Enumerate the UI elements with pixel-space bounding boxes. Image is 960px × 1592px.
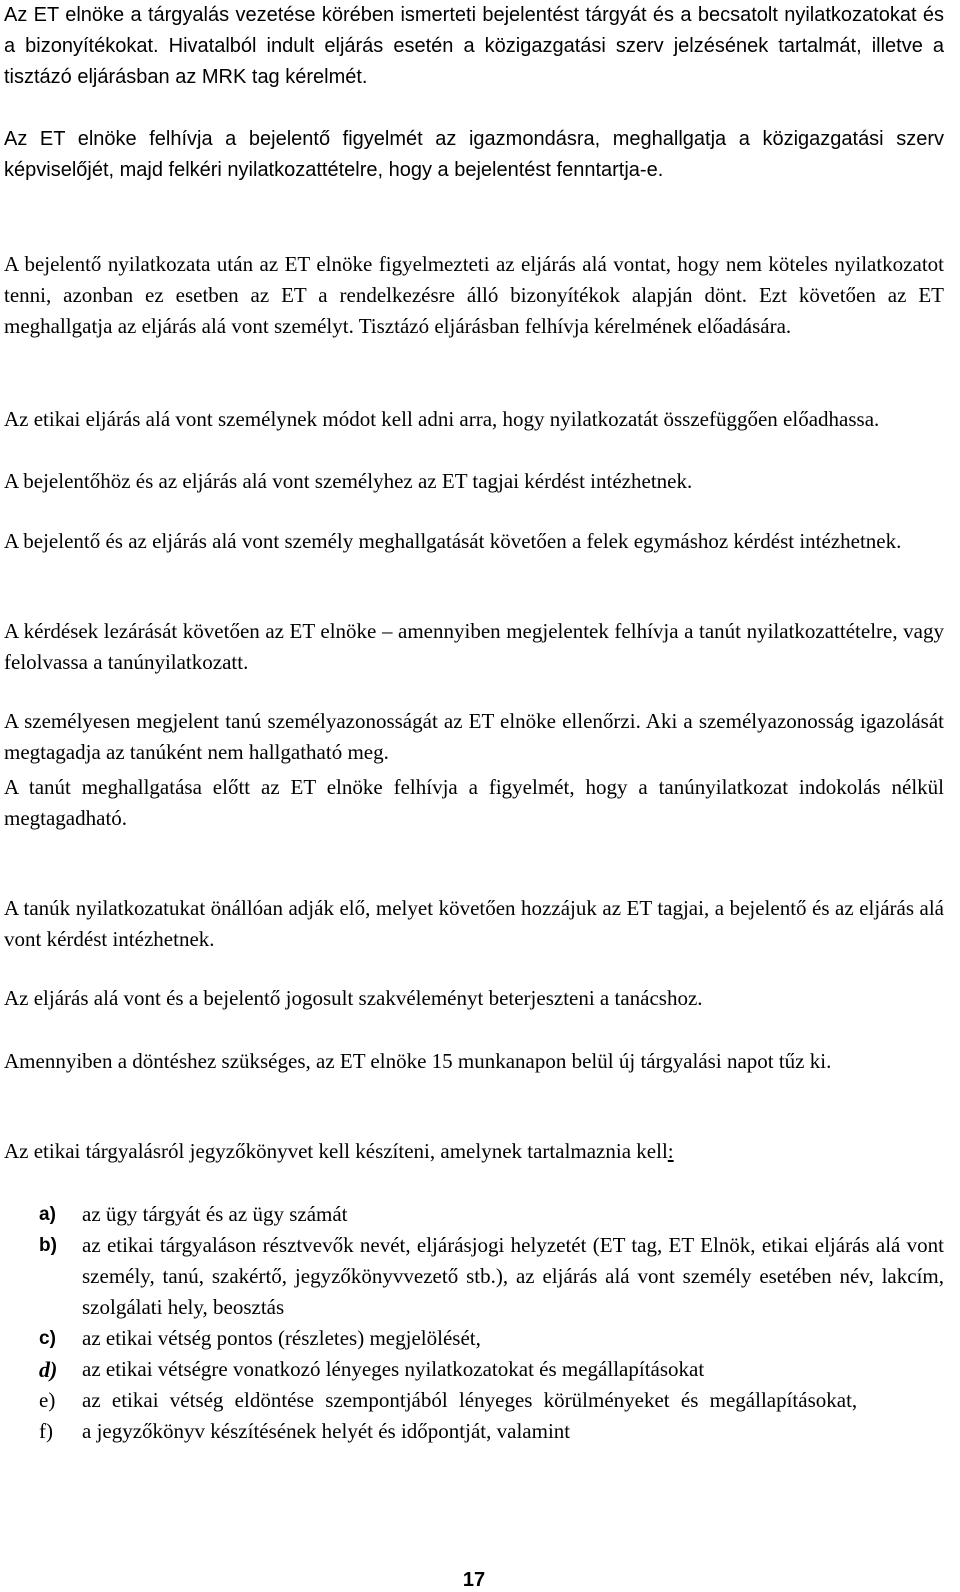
list-item-text: a jegyzőkönyv készítésének helyét és időpontját, valamint: [82, 1419, 571, 1443]
list-marker: a): [39, 1204, 56, 1225]
paragraph-witness-refusal: A tanút meghallgatása előtt az ET elnöke felhívja a figyelmét, hogy a tanúnyilatkozat indokolás nélkül megtagadható.: [4, 775, 944, 830]
list-marker: d): [39, 1357, 58, 1382]
paragraph-witness-statements: A tanúk nyilatkozatukat önállóan adják elő, melyet követően hozzájuk az ET tagjai, a bejelentő és az eljárás alá vont kérdést intézhetnek.: [4, 896, 944, 951]
list-item-text: az etikai vétség pontos (részletes) megjelölését,: [82, 1326, 481, 1350]
list-item-text: az etikai tárgyaláson résztvevők nevét, eljárásjogi helyzetét (ET tag, ET Elnök, etikai eljárás alá vont személy, tanú, szakértő, jegyzőkönyvvezető stb.), az eljárás alá vont személy esetében név, lakcím, szolgálati hely, beosztás: [82, 1233, 944, 1319]
list-marker: b): [39, 1235, 57, 1256]
list-intro-text: Az etikai tárgyalásról jegyzőkönyvet kell készíteni, amelynek tartalmaznia kell: [4, 1139, 668, 1163]
list-item: [4, 1230, 944, 1323]
list-item: [4, 1385, 944, 1416]
list-item-text: az etikai vétség eldöntése szempontjából lényeges körülményeket és megállapításokat,: [82, 1388, 858, 1412]
list-item: [4, 1416, 944, 1447]
list-intro: [4, 1136, 944, 1167]
list-intro-colon: :: [667, 1139, 674, 1163]
list-item: [4, 1323, 944, 1354]
page-number: 17: [462, 1569, 486, 1591]
list-item-text: az etikai vétségre vonatkozó lényeges nyilatkozatokat és megállapításokat: [82, 1357, 705, 1381]
list-item: [4, 1354, 944, 1385]
list-item-text: az ügy tárgyát és az ügy számát: [82, 1202, 348, 1226]
paragraph-truthfulness-warning: Az ET elnöke felhívja a bejelentő figyelmét az igazmondásra, meghallgatja a közigazgatási szerv képviselőjét, majd felkéri nyilatkozattételre, hogy a bejelentést fenntartja-e.: [4, 128, 944, 181]
minutes-content-list: [4, 1199, 944, 1447]
list-marker: e): [39, 1388, 56, 1412]
paragraph-accused-statement: A bejelentő nyilatkozata után az ET elnöke figyelmezteti az eljárás alá vontat, hogy nem köteles nyilatkozatot tenni, azonban ez esetben az ET a rendelkezésre álló bizonyítékok alapján dönt. Ezt követően az ET meghallgatja az eljárás alá vont személyt. Tisztázó eljárásban felhívja kérelmének előadására.: [4, 252, 944, 338]
paragraph-expert-opinion: Az eljárás alá vont és a bejelentő jogosult szakvéleményt beterjeszteni a tanácshoz.: [4, 986, 703, 1010]
paragraph-witness-call: A kérdések lezárását követően az ET elnöke – amennyiben megjelentek felhívja a tanút nyilatkozattételre, vagy felolvassa a tanúnyilatkozatt.: [4, 619, 944, 674]
paragraph-members-questions: A bejelentőhöz és az eljárás alá vont személyhez az ET tagjai kérdést intézhetnek.: [4, 469, 693, 493]
paragraph-coherent-statement: Az etikai eljárás alá vont személynek módot kell adni arra, hogy nyilatkozatát összefüggően előadhassa.: [4, 407, 880, 431]
paragraph-tribunal-opening: Az ET elnöke a tárgyalás vezetése körében ismerteti bejelentést tárgyát és a becsatolt nyilatkozatokat és a bizonyítékokat. Hivatalból indult eljárás esetén a közigazgatási szerv jelzésének tartalmát, illetve a tisztázó eljárásban az MRK tag kérelmét.: [4, 4, 944, 88]
list-marker: c): [39, 1328, 56, 1349]
paragraph-new-hearing-date: Amennyiben a döntéshez szükséges, az ET elnöke 15 munkanapon belül új tárgyalási napot tűz ki.: [4, 1049, 832, 1073]
paragraph-parties-questions: A bejelentő és az eljárás alá vont személy meghallgatását követően a felek egymáshoz kérdést intézhetnek.: [4, 529, 902, 553]
paragraph-witness-identity: A személyesen megjelent tanú személyazonosságát az ET elnöke ellenőrzi. Aki a személyazonosság igazolását megtagadja az tanúként nem hallgatható meg.: [4, 709, 944, 764]
list-item: [4, 1199, 944, 1230]
list-marker: f): [39, 1419, 53, 1443]
